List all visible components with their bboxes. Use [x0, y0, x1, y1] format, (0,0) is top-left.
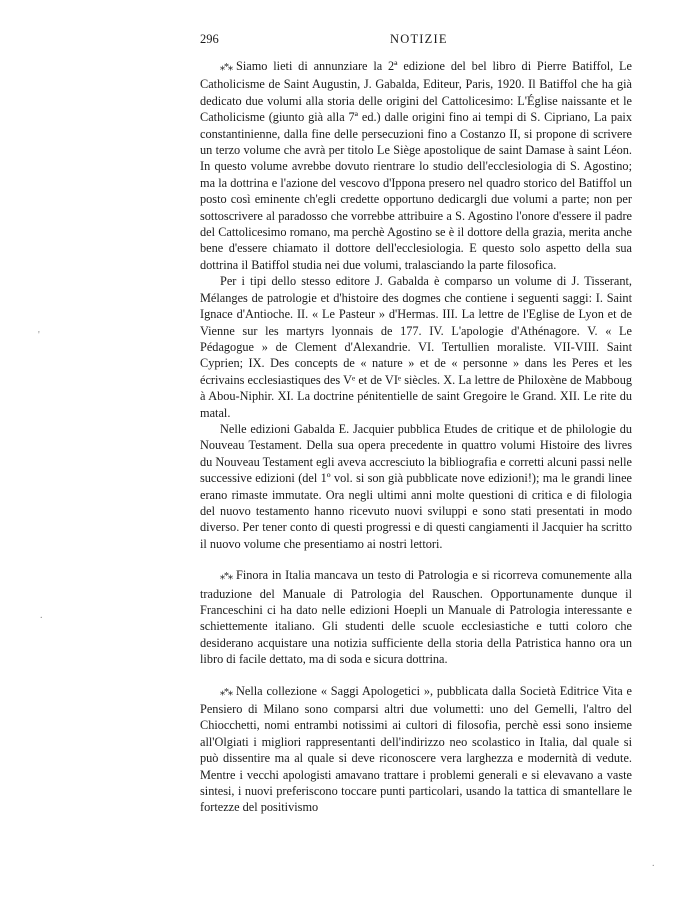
paragraph-saggi-apologetici: [200, 683, 632, 816]
paragraph-text: Nella collezione « Saggi Apologetici », pubblicata dalla Società Editrice Vita e Pensiero di Milano sono comparsi altri due volumetti: uno del Gemelli, l'altro del Chiocchetti, nomi entrambi notissimi ai cultori di filosofia, perchè essi sono insieme all'Olgiati i migliori rappresentanti dell'indirizzo neo scolastico in Italia, dal quale si può dissentire ma al quale si deve riconoscere vera larghezza e modernità di vedute. Mentre i vecchi apologisti amavano trattare i problemi generali e si elevavano a vaste sintesi, i nuovi preferiscono toccare punti particolari, usando la tattica di smantellare le fortezze del positivismo: [200, 683, 632, 815]
asterism-mark: ⁎*⁎: [220, 686, 232, 698]
paragraph-text: Siamo lieti di annunziare la 2ª edizione del bel libro di Pierre Batiffol, Le Catholicisme de Saint Augustin, J. Gabalda, Editeur, Paris, 1920. Il Batiffol che ha già dedicato due volumi alla storia delle origini del Cattolicesimo: L'Église naissante et le Catholicisme (giunto già alla 7ª ed.) dalle origini fino ai tempi di S. Cipriano, La paix constantinienne, dalla fine delle persecuzioni fino a Costanzo II, si propone di scrivere un terzo volume che avrà per titolo Le Siège apostolique de saint Damase à saint Léon. In questo volume avrebbe dovuto rientrare lo studio dell'ecclesiologia di S. Agostino; ma la dottrina e l'azione del vescovo d'Ippona presero nel quadro storico del Batiffol un posto così eminente ch'egli credette opportuno dedicargli due volumi a parte; non per sottoscrivere al paradosso che vorrebbe attribuire a S. Agostino l'onore d'essere il padre del Cattolicesimo romano, ma perchè Agostino se è il dottore della grazia, merita anche bene d'essere chiamato il dottore dell'ecclesiologia. E questo solo aspetto della sua dottrina il Batiffol studia nei due volumi, tralasciando la parte filosofica.: [200, 59, 632, 272]
article-body: [200, 58, 632, 816]
scan-speck: .: [40, 610, 43, 621]
running-title: NOTIZIE: [390, 32, 448, 46]
asterism-mark: ⁎*⁎: [220, 571, 232, 583]
paragraph-text: Finora in Italia mancava un testo di Patrologia e si ricorreva comunemente alla traduzione del Manuale di Patrologia del Rauschen. Opportunamente dunque il Franceschini ci ha dato nelle edizioni Hoepli un Manuale di Patrologia interessante e schiettemente italiano. Gli studenti delle scuole ecclesiastiche e tutti coloro che desiderano acquistare una notizia sufficiente della storia della Patristica hanno ora un libro di facile dettato, ma di soda e sicura dottrina.: [200, 568, 632, 667]
paragraph-patrologia: [200, 567, 632, 667]
paragraph-batiffol: [200, 58, 632, 273]
paragraph-tisserant: [200, 273, 632, 421]
page-number: 296: [200, 32, 219, 46]
paragraph-text: Per i tipi dello stesso editore J. Gabalda è comparso un volume di J. Tisserant, Mélanges de patrologie et d'histoire des dogmes che contiene i seguenti saggi: I. Saint Ignace d'Antioche. II. « Le Pasteur » d'Hermas. III. La lettre de l'Eglise de Lyon et de Vienne sur les martyrs lyonnais de 177. IV. L'apologie d'Athénagore. V. « Le Pédagogue » de Clement d'Alexandrie. VI. Tertullien moraliste. VII-VIII. Saint Cyprien; IX. Des concepts de « nature » et de « personne » dans les Peres et les écrivains ecclesiastiques des Vᵉ et de VIᵉ siècles. X. La lettre de Philoxène de Mabboug à Abou-Niphir. XI. La doctrine pénitentielle de saint Gregoire le Grand. XII. Le rite du matal.: [200, 274, 632, 420]
scan-speck: .: [652, 858, 655, 869]
paragraph-text: Nelle edizioni Gabalda E. Jacquier pubblica Etudes de critique et de philologie du Nouveau Testament. Della sua opera precedente in quattro volumi Histoire des livres du Nouveau Testament egli aveva accresciuto la bibliografia e corretti alcuni passi nelle successive edizioni (del 1º vol. si son già pubblicate nove edizioni!); ma le grandi linee erano rimaste immutate. Ora negli ultimi anni molte questioni di critica e di filologia del nuovo testamento hanno ricevuto nuovi sviluppi e sono stati presentati in modo diverso. Per tener conto di questi progressi e di questi cangiamenti il Jacquier ha scritto il nuovo volume che presentiamo ai nostri lettori.: [200, 421, 632, 551]
paragraph-jacquier: [200, 421, 632, 552]
scan-speck: ': [38, 330, 40, 341]
asterism-mark: ⁎*⁎: [220, 62, 232, 73]
page-header: [200, 32, 632, 50]
